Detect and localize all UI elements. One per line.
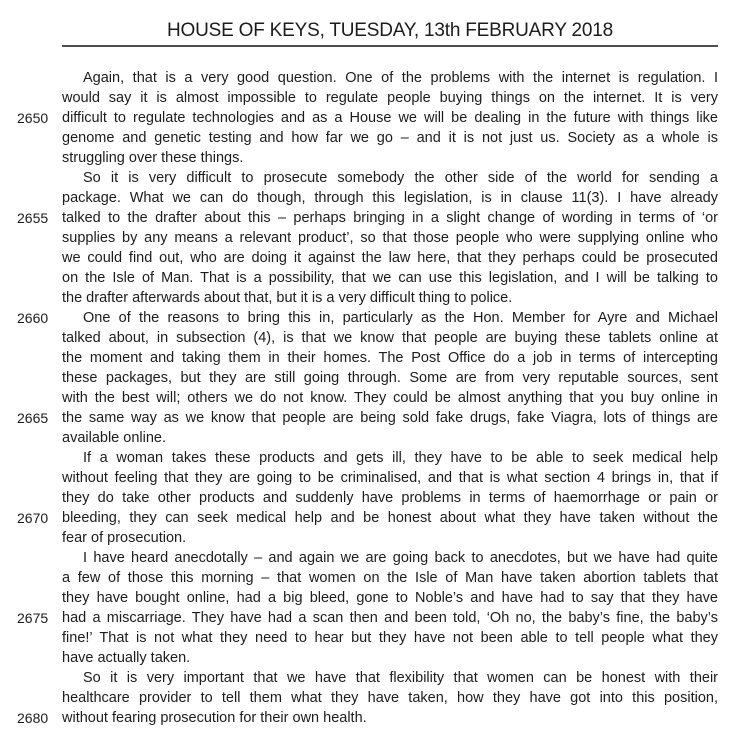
text-line: these packages, but they are still going through. Some are from very reputable sources, sent [62,370,718,386]
page-title: HOUSE OF KEYS, TUESDAY, 13th FEBRUARY 2018 [166,20,614,41]
text-line: the drafter afterwards about that, but it is a very difficult thing to police. [62,290,513,306]
text-line: the moment and taking them in their homes. The Post Office do a job in terms of intercepting [62,350,718,366]
text-line: without feeling that they are going to be criminalised, and that is what section 4 brings in, that if [62,470,718,486]
text-line: genome and genetic testing and how far we go – and it is not just us. Society as a whole is [62,130,718,146]
text-line: available online. [62,430,166,446]
text-line: supplies by any means a relevant product’, so that those people who were supplying online who [62,230,718,246]
line-number: 2670 [17,510,49,526]
text-line: the same way as we know that people are being sold fake drugs, fake Viagra, lots of things are [62,410,718,426]
text-line: I have heard anecdotally – and again we are going back to anecdotes, but we have had quite [83,550,718,566]
text-line: talked about, in subsection (4), is that we know that people are buying these tablets online at [62,330,718,346]
text-line: on the Isle of Man. That is a possibility, that we can use this legislation, and I will be talking to [62,270,718,286]
text-line: we could find out, who are doing it against the law here, that they perhaps could be prosecuted [62,250,718,266]
line-number: 2655 [17,210,49,226]
text-line: fear of prosecution. [62,530,187,546]
text-line: If a woman takes these products and gets ill, they have to be able to seek medical help [83,450,718,466]
line-number: 2675 [17,610,49,626]
text-line: they have bought online, had a big bleed, gone to Noble’s and have had to say that they have [62,590,718,606]
text-line: with the best will; others we do not know. They could be almost anything that you buy online in [62,390,718,406]
text-line: Again, that is a very good question. One of the problems with the internet is regulation. I [83,70,718,86]
text-line: without fearing prosecution for their own health. [62,710,367,726]
text-line: healthcare provider to tell them what they have taken, how they have got into this position, [62,690,718,706]
text-line: have actually taken. [62,650,191,666]
line-number: 2650 [17,110,49,126]
text-line: So it is very important that we have that flexibility that women can be honest with their [83,670,718,686]
text-line: difficult to regulate technologies and as a House we will be dealing in the future with things like [62,110,718,126]
text-block [62,68,718,728]
text-line: fine!’ That is not what they need to hear but they have not been able to tell people what they [62,630,718,646]
text-line: a few of those this morning – that women on the Isle of Man have taken abortion tablets that [62,570,718,586]
text-line: One of the reasons to bring this in, particularly as the Hon. Member for Ayre and Michael [83,310,718,326]
text-line: package. What we can do though, through this legislation, is in clause 11(3). I have already [62,190,718,206]
line-number: 2660 [17,310,49,326]
text-line: would say it is almost impossible to regulate people buying things on the internet. It is very [62,90,718,106]
text-line: bleeding, they can seek medical help and be honest about what they have taken without the [62,510,718,526]
text-line: talked to the drafter about this – perhaps bringing in a slight change of wording in terms of ‘or [62,210,718,226]
line-number: 2665 [17,410,49,426]
text-line: So it is very difficult to prosecute somebody the other side of the world for sending a [83,170,718,186]
text-line: struggling over these things. [62,150,244,166]
header-rule [62,45,718,47]
text-line: they do take other products and suddenly have problems in terms of haemorrhage or pain or [62,490,718,506]
text-line: had a miscarriage. They have had a scan then and been told, ‘Oh no, the baby’s fine, the baby’s [62,610,718,626]
line-number: 2680 [17,710,49,726]
